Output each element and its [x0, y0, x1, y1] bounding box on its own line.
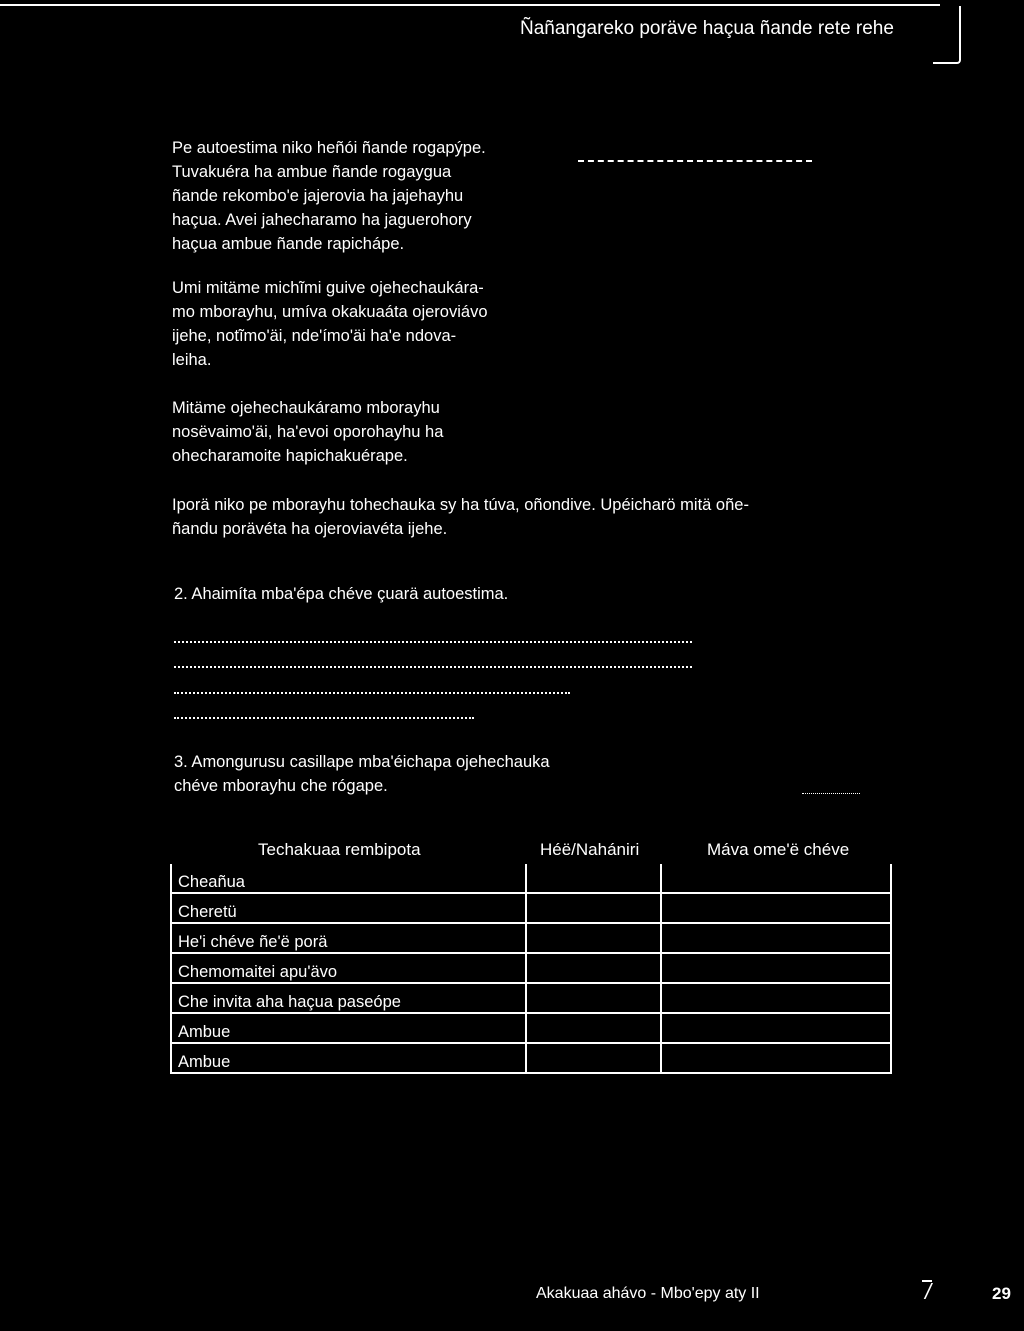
who-cell[interactable]: [661, 923, 891, 953]
table-row: [171, 953, 891, 983]
paragraph-4: [172, 493, 749, 541]
paragraph-line: ohecharamoite hapichakuérape.: [172, 447, 408, 465]
paragraph-3: [172, 396, 443, 468]
paragraph-line: haçua ambue ñande rapichápe.: [172, 235, 405, 253]
paragraph-line: nosëvaimo'äi, ha'evoi oporohayhu ha: [172, 423, 444, 441]
corner-bracket: [933, 6, 961, 64]
question-line: chéve mborayhu che rógape.: [174, 777, 388, 795]
who-cell[interactable]: [661, 1043, 891, 1073]
who-cell[interactable]: [661, 983, 891, 1013]
footer-book-title: Akakuaa ahávo - Mbo'epy aty II: [536, 1285, 760, 1302]
question-3: [174, 750, 550, 798]
page-header-title: Ñañangareko poräve haçua ñande rete rehe: [520, 18, 894, 39]
yes-no-cell[interactable]: [526, 864, 661, 893]
table-row: [171, 893, 891, 923]
column-header-need: Techakuaa rembipota: [258, 840, 421, 859]
paragraph-line: Pe autoestima niko heñói ñande rogapýpe.: [172, 139, 486, 157]
answer-line-1[interactable]: [174, 641, 692, 643]
paragraph-line: Iporä niko pe mborayhu tohechauka sy ha túva, oñondive. Upéicharö mitä oñe-: [172, 496, 749, 514]
row-label: Chemomaitei apu'ävo: [171, 953, 526, 983]
row-label: Che invita aha haçua paseópe: [171, 983, 526, 1013]
row-label: Ambue: [171, 1013, 526, 1043]
paragraph-line: mo mborayhu, umíva okakuaáta ojeroviávo: [172, 303, 488, 321]
paragraph-1: [172, 136, 486, 256]
answer-line-2[interactable]: [174, 666, 692, 668]
paragraph-line: leiha.: [172, 351, 212, 369]
paragraph-line: ñandu porävéta ha ojeroviavéta ijehe.: [172, 520, 448, 538]
row-label: Cheretü: [171, 893, 526, 923]
answer-line-3[interactable]: [174, 692, 570, 694]
checklist-table: [170, 864, 892, 1074]
yes-no-cell[interactable]: [526, 923, 661, 953]
paragraph-line: Tuvakuéra ha ambue ñande rogaygua: [172, 163, 452, 181]
top-rule: [0, 4, 940, 6]
question-line: 3. Amongurusu casillape mba'éichapa ojehechauka: [174, 753, 550, 771]
yes-no-cell[interactable]: [526, 953, 661, 983]
table-row: [171, 1043, 891, 1073]
column-header-who: Máva ome'ë chéve: [707, 840, 850, 859]
yes-no-cell[interactable]: [526, 983, 661, 1013]
dashed-divider: [578, 160, 812, 162]
row-label: He'i chéve ñe'ë porä: [171, 923, 526, 953]
yes-no-cell[interactable]: [526, 1013, 661, 1043]
who-cell[interactable]: [661, 864, 891, 893]
who-cell[interactable]: [661, 953, 891, 983]
yes-no-cell[interactable]: [526, 1043, 661, 1073]
table-row: [171, 864, 891, 893]
table-row: [171, 1013, 891, 1043]
paragraph-line: Mitäme ojehechaukáramo mborayhu: [172, 399, 440, 417]
row-label: Ambue: [171, 1043, 526, 1073]
paragraph-line: haçua. Avei jahecharamo ha jaguerohory: [172, 211, 472, 229]
column-header-yes-no: Héë/Nahániri: [540, 840, 640, 859]
paragraph-2: [172, 276, 488, 372]
paragraph-line: Umi mitäme michĩmi guive ojehechaukára-: [172, 279, 484, 297]
who-cell[interactable]: [661, 1013, 891, 1043]
table-row: [171, 923, 891, 953]
paragraph-line: ijehe, notĩmo'äi, nde'ímo'äi ha'e ndova-: [172, 327, 457, 345]
dotted-mark: [802, 793, 860, 794]
yes-no-cell[interactable]: [526, 893, 661, 923]
question-2: 2. Ahaimíta mba'épa chéve çuarä autoestima.: [174, 585, 509, 603]
footer-slash-mark: /: [925, 1279, 932, 1304]
row-label: Cheañua: [171, 864, 526, 893]
answer-line-4[interactable]: [174, 717, 474, 719]
page-number: 29: [992, 1284, 1011, 1303]
paragraph-line: ñande rekombo'e jajerovia ha jajehayhu: [172, 187, 464, 205]
table-row: [171, 983, 891, 1013]
who-cell[interactable]: [661, 893, 891, 923]
